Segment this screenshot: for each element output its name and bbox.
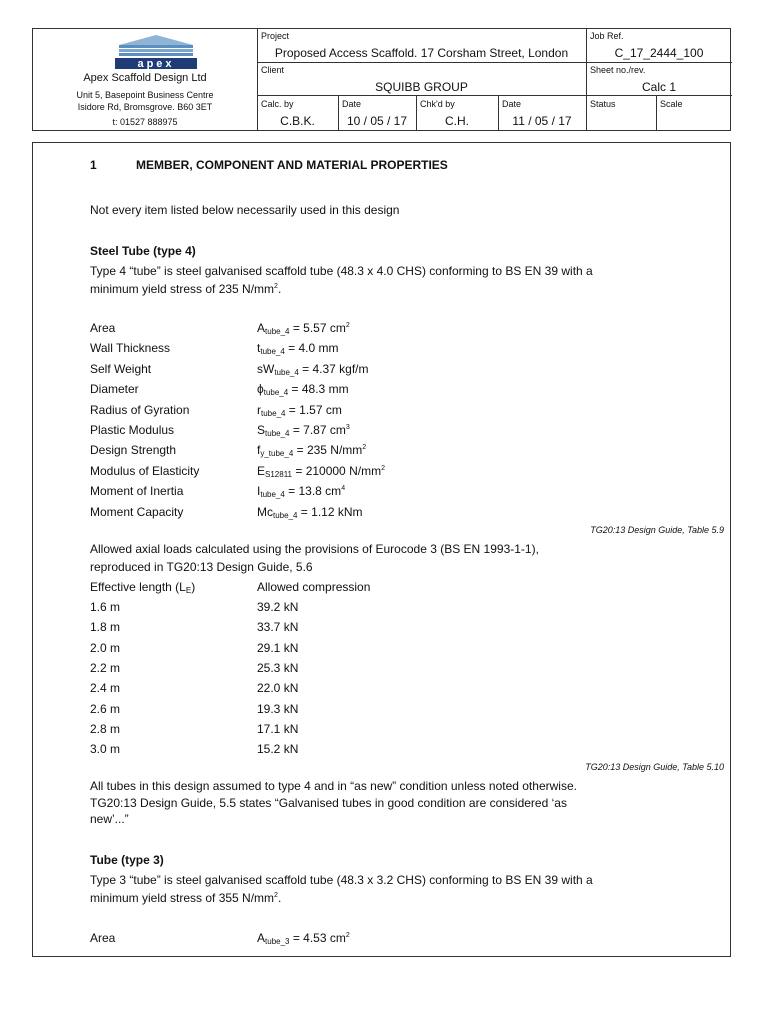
- tube4-desc-line1: Type 4 “tube” is steel galvanised scaffold tube (48.3 x 4.0 CHS) conforming to BS EN 39 with a: [90, 264, 593, 278]
- divider: [257, 95, 732, 96]
- tube3-desc-line1: Type 3 “tube” is steel galvanised scaffold tube (48.3 x 3.2 CHS) conforming to BS EN 39 with a: [90, 873, 593, 887]
- date2-label: Date: [502, 99, 522, 109]
- divider: [656, 95, 657, 130]
- client-label: Client: [261, 65, 285, 75]
- load-row-length: 2.4 m: [90, 681, 121, 696]
- chkd-value: C.H.: [445, 114, 469, 128]
- svg-text:apex: apex: [137, 58, 175, 70]
- company-name: Apex Scaffold Design Ltd: [83, 72, 207, 84]
- date1-label: Date: [342, 99, 362, 109]
- chkd-label: Chk'd by: [420, 99, 455, 109]
- property-name: Diameter: [90, 382, 139, 397]
- load-row-compression: 17.1 kN: [257, 721, 299, 736]
- property-value: $S_{tube\_4} = 7.87$ $cm^3$: [257, 423, 350, 438]
- reference-note: TG20:13 Design Guide, Table 5.10: [585, 762, 724, 772]
- property-value: $Mc_{tube\_4} = 1.12$ kNm: [257, 504, 363, 520]
- allowed-loads-line2: reproduced in TG20:13 Design Guide, 5.6: [90, 560, 313, 574]
- tube3-area-value: $A_{tube\_3} = 4.53$ $cm^2$: [257, 931, 350, 946]
- property-value: $A_{tube\_4} = 5.57$ $cm^2$: [257, 321, 350, 336]
- sheet-label: Sheet no./rev.: [590, 65, 646, 75]
- col-allowed-compression-header: Allowed compression: [257, 580, 371, 594]
- load-row-length: 3.0 m: [90, 742, 121, 757]
- load-row-compression: 25.3 kN: [257, 660, 299, 675]
- load-row-compression: 29.1 kN: [257, 640, 299, 655]
- property-name: Self Weight: [90, 361, 152, 376]
- reference-note: TG20:13 Design Guide, Table 5.9: [590, 525, 724, 535]
- load-row-length: 1.8 m: [90, 620, 121, 635]
- calcby-label: Calc. by: [261, 99, 294, 109]
- property-name: Moment of Inertia: [90, 484, 184, 499]
- property-name: Moment Capacity: [90, 504, 184, 519]
- property-value: $E_{S12811} = 210000$ $N/mm^2$: [257, 463, 385, 479]
- load-row-compression: 33.7 kN: [257, 620, 299, 635]
- client-value: SQUIBB GROUP: [375, 80, 468, 94]
- note-line3: new’...”: [90, 812, 129, 826]
- company-address-2: Isidore Rd, Bromsgrove. B60 3ET: [77, 102, 213, 112]
- note-line1: All tubes in this design assumed to type 4 and in “as new” condition unless noted otherwise.: [90, 779, 577, 793]
- property-name: Area: [90, 321, 116, 335]
- property-name: Design Strength: [90, 443, 177, 458]
- calc-sheet-body: [32, 142, 731, 957]
- property-value: $f_{y\_tube\_4} = 235$ $N/mm^2$: [257, 443, 367, 459]
- tube4-desc-line2: minimum yield stress of 235 $N/mm^2$.: [90, 282, 282, 296]
- load-row-length: 2.0 m: [90, 640, 121, 655]
- apex-logo: [111, 33, 201, 71]
- load-row-compression: 39.2 kN: [257, 600, 299, 614]
- tube3-area-name: Area: [90, 931, 116, 945]
- load-row-compression: 15.2 kN: [257, 742, 299, 757]
- property-name: Wall Thickness: [90, 341, 171, 356]
- project-value: Proposed Access Scaffold. 17 Corsham Street, London: [274, 46, 569, 60]
- divider: [257, 62, 732, 63]
- load-row-length: 2.2 m: [90, 660, 121, 675]
- intro-text: Not every item listed below necessarily used in this design: [90, 203, 400, 217]
- tube3-desc-line2: minimum yield stress of 355 $N/mm^2$.: [90, 891, 282, 905]
- load-row-compression: 19.3 kN: [257, 701, 299, 716]
- sheet-value: Calc 1: [641, 80, 676, 94]
- tube4-heading: Steel Tube (type 4): [90, 244, 196, 258]
- property-value: $sW_{tube\_4} = 4.37$ kgf/m: [257, 361, 369, 377]
- calcby-value: C.B.K.: [280, 114, 315, 128]
- allowed-loads-line1: Allowed axial loads calculated using the provisions of Eurocode 3 (BS EN 1993-1-1),: [90, 542, 539, 556]
- property-value: $I_{tube\_4} = 13.8$ $cm^4$: [257, 484, 346, 500]
- company-address-1: Unit 5, Basepoint Business Centre: [76, 90, 214, 100]
- status-label: Status: [590, 99, 616, 109]
- scale-label: Scale: [660, 99, 683, 109]
- load-row-compression: 22.0 kN: [257, 681, 299, 696]
- property-value: $\phi_{tube\_4} = 48.3$ mm: [257, 382, 349, 398]
- property-name: Plastic Modulus: [90, 423, 175, 437]
- project-label: Project: [261, 31, 290, 41]
- note-line2: TG20:13 Design Guide, 5.5 states “Galvanised tubes in good condition are considered ‘as: [90, 796, 567, 810]
- load-row-length: 1.6 m: [90, 600, 121, 614]
- date2-value: 11 / 05 / 17: [512, 114, 572, 128]
- company-phone: t: 01527 888975: [112, 117, 178, 127]
- jobref-value: C_17_2444_100: [614, 46, 704, 60]
- property-value: $r_{tube\_4} = 1.57$ cm: [257, 402, 342, 418]
- load-row-length: 2.6 m: [90, 701, 121, 716]
- property-name: Modulus of Elasticity: [90, 463, 200, 478]
- section-title: MEMBER, COMPONENT AND MATERIAL PROPERTIES: [136, 158, 448, 172]
- col-effective-length-header: Effective length $(L_E)$: [90, 580, 196, 595]
- tube3-heading: Tube (type 3): [90, 853, 164, 867]
- load-row-length: 2.8 m: [90, 721, 121, 736]
- jobref-label: Job Ref.: [590, 31, 624, 41]
- property-name: Radius of Gyration: [90, 402, 190, 417]
- property-value: $t_{tube\_4} = 4.0$ mm: [257, 341, 339, 357]
- date1-value: 10 / 05 / 17: [346, 114, 408, 128]
- section-number: 1: [90, 158, 97, 172]
- title-block: [32, 28, 731, 131]
